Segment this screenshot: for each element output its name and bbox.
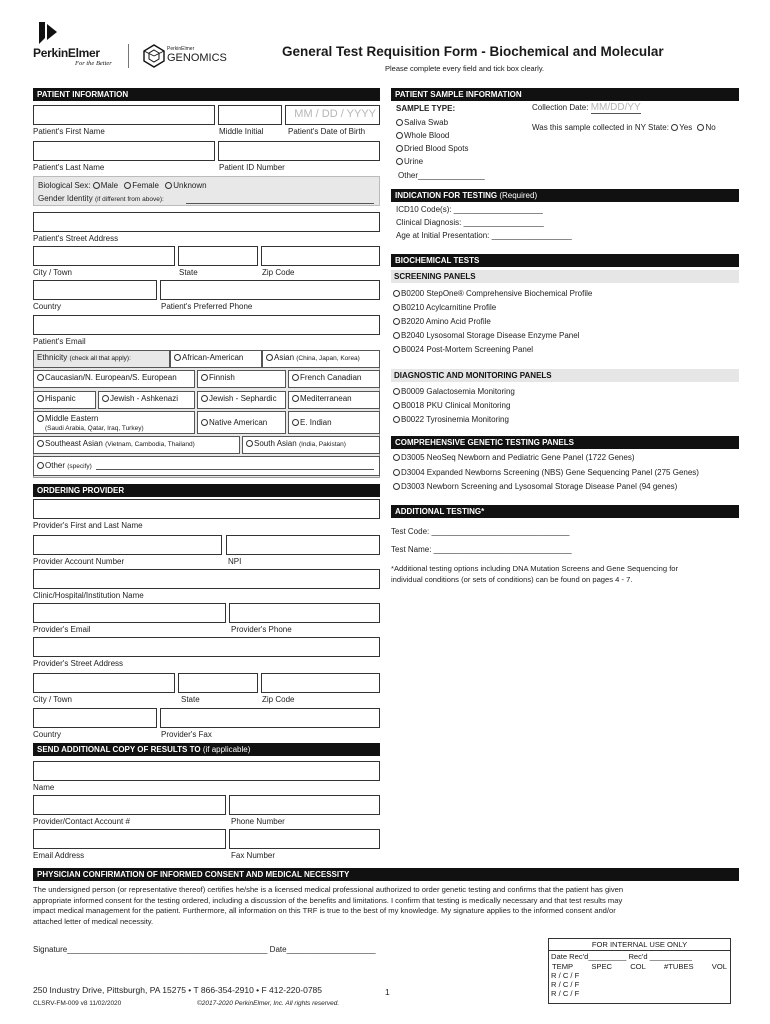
clinical-diagnosis-field[interactable]: Clinical Diagnosis: __________________ <box>396 218 544 227</box>
patient-city-input[interactable] <box>33 246 175 266</box>
ethnicity-header-cell: Ethnicity (check all that apply): <box>33 350 170 368</box>
radio-icon[interactable] <box>292 419 299 426</box>
logo-divider <box>128 44 129 68</box>
radio-icon[interactable] <box>396 132 403 139</box>
radio-icon[interactable] <box>393 388 400 395</box>
copyright: ©2017-2020 PerkinElmer, Inc. All rights reserved. <box>197 1000 340 1007</box>
copy-fax-input[interactable] <box>229 829 380 849</box>
screening-option[interactable]: B0200 StepOne® Comprehensive Biochemical Profile <box>393 289 592 298</box>
patient-country-input[interactable] <box>33 280 157 300</box>
radio-icon[interactable] <box>124 182 131 189</box>
logo-wordmark: PerkinElmer <box>33 46 100 60</box>
genomics-logo <box>142 44 232 70</box>
ethnicity-native-option[interactable]: Native American <box>197 411 286 434</box>
patient-country-label: Country <box>33 302 62 311</box>
form-subtitle: Please complete every field and tick box clearly. <box>385 64 545 73</box>
patient-middle-initial-label: Middle Initial <box>219 127 264 136</box>
indication-heading: INDICATION FOR TESTING (Required) <box>391 189 739 202</box>
copy-account-input[interactable] <box>33 795 226 815</box>
provider-country-input[interactable] <box>33 708 157 728</box>
internal-use-box <box>548 938 731 1004</box>
ny-state-row <box>532 123 716 132</box>
ny-no-option[interactable]: No <box>697 123 715 132</box>
sex-unknown-option[interactable]: Unknown <box>165 181 206 190</box>
radio-icon[interactable] <box>396 145 403 152</box>
bio-sex-label: Biological Sex: <box>38 181 91 190</box>
radio-icon[interactable] <box>37 462 44 469</box>
provider-npi-input[interactable] <box>226 535 380 555</box>
patient-id-label: Patient ID Number <box>219 163 285 172</box>
genomics-small-label: PerkinElmer <box>167 46 195 52</box>
patient-phone-label: Patient's Preferred Phone <box>161 302 253 311</box>
copy-account-label: Provider/Contact Account # <box>33 817 130 826</box>
screening-option[interactable]: B2040 Lysosomal Storage Disease Enzyme Panel <box>393 331 579 340</box>
ethnicity-finnish-option[interactable]: Finnish <box>197 370 286 388</box>
radio-icon[interactable] <box>393 454 400 461</box>
copy-phone-input[interactable] <box>229 795 380 815</box>
genetic-option[interactable]: D3003 Newborn Screening and Lysosomal Storage Disease Panel (94 genes) <box>393 482 677 491</box>
copy-phone-label: Phone Number <box>231 817 285 826</box>
form-title: General Test Requisition Form - Biochemical and Molecular <box>282 44 664 59</box>
additional-testing-heading: ADDITIONAL TESTING* <box>391 505 739 518</box>
genetic-option[interactable]: D3004 Expanded Newborns Screening (NBS) Gene Sequencing Panel (275 Genes) <box>393 468 699 477</box>
provider-fax-input[interactable] <box>160 708 380 728</box>
internal-row: R / C / F <box>551 989 580 998</box>
radio-icon[interactable] <box>393 483 400 490</box>
ethnicity-hispanic-option[interactable]: Hispanic <box>33 391 96 409</box>
radio-icon[interactable] <box>102 395 109 402</box>
provider-account-input[interactable] <box>33 535 222 555</box>
diagnostic-option[interactable]: B0018 PKU Clinical Monitoring <box>393 401 510 410</box>
provider-zip-label: Zip Code <box>262 695 295 704</box>
radio-icon[interactable] <box>393 332 400 339</box>
ny-state-label: Was this sample collected in NY State: <box>532 123 669 132</box>
logo-tagline: For the Better <box>75 60 112 67</box>
radio-icon[interactable] <box>93 182 100 189</box>
biological-sex-row <box>38 181 207 190</box>
patient-state-label: State <box>179 268 198 277</box>
radio-icon[interactable] <box>37 440 44 447</box>
form-id: CLSRV-FM-009 v8 11/02/2020 <box>33 1000 122 1007</box>
ethnicity-e-indian-option[interactable]: E. Indian <box>288 411 380 434</box>
patient-dob-label: Patient's Date of Birth <box>288 127 366 136</box>
sample-type-dbs[interactable]: Dried Blood Spots <box>396 144 468 153</box>
ordering-provider-heading: ORDERING PROVIDER <box>33 484 380 497</box>
patient-id-input[interactable] <box>218 141 380 161</box>
provider-name-label: Provider's First and Last Name <box>33 521 143 530</box>
provider-email-input[interactable] <box>33 603 226 623</box>
age-presentation-field[interactable]: Age at Initial Presentation: __________________ <box>396 231 572 240</box>
perkinelmer-logo-mark <box>37 22 59 46</box>
additional-testing-note: *Additional testing options including DNA Mutation Screens and Gene Sequencing for individual conditions (or sets of conditions) can be found on pages 4 - 7. <box>391 564 679 584</box>
genomics-logo-icon <box>142 44 166 68</box>
ethnicity-mediterranean-option[interactable]: Mediterranean <box>288 391 380 409</box>
radio-icon[interactable] <box>37 374 44 381</box>
provider-zip-input[interactable] <box>261 673 380 693</box>
radio-icon[interactable] <box>393 318 400 325</box>
biochemical-tests-heading: BIOCHEMICAL TESTS <box>391 254 739 267</box>
patient-email-input[interactable] <box>33 315 380 335</box>
sample-type-label: SAMPLE TYPE: <box>396 104 456 113</box>
provider-city-label: City / Town <box>33 695 72 704</box>
provider-state-input[interactable] <box>178 673 258 693</box>
radio-icon[interactable] <box>201 395 208 402</box>
internal-row: R / C / F <box>551 971 580 980</box>
radio-icon[interactable] <box>246 440 253 447</box>
ethnicity-sephardic-option[interactable]: Jewish - Sephardic <box>197 391 286 409</box>
screening-option[interactable]: B2020 Amino Acid Profile <box>393 317 491 326</box>
internal-row: R / C / F <box>551 980 580 989</box>
patient-street-input[interactable] <box>33 212 380 232</box>
diagnostic-option[interactable]: B0022 Tyrosinemia Monitoring <box>393 415 509 424</box>
sex-male-option[interactable]: Male <box>93 181 118 190</box>
copy-name-label: Name <box>33 783 55 792</box>
radio-icon[interactable] <box>671 124 678 131</box>
copy-email-input[interactable] <box>33 829 226 849</box>
radio-icon[interactable] <box>201 374 208 381</box>
test-code-field[interactable]: Test Code: _______________________________ <box>391 527 570 536</box>
provider-state-label: State <box>181 695 200 704</box>
radio-icon[interactable] <box>266 354 273 361</box>
patient-dob-input[interactable] <box>285 105 380 125</box>
patient-first-name-label: Patient's First Name <box>33 127 105 136</box>
radio-icon[interactable] <box>393 346 400 353</box>
ethnicity-se-asian-option[interactable]: Southeast Asian (Vietnam, Cambodia, Thailand) <box>33 436 240 454</box>
gender-note: (if different from above): <box>94 196 164 203</box>
ethnicity-african-option[interactable]: African-American <box>170 350 262 368</box>
radio-icon[interactable] <box>37 395 44 402</box>
signature-date-line[interactable]: Signature_____________________________________________ Date____________________ <box>33 945 376 954</box>
page-number: 1 <box>385 987 390 997</box>
internal-date-recd: Date Rec'd_________ Rec'd __________ <box>551 952 692 961</box>
provider-email-label: Provider's Email <box>33 625 91 634</box>
patient-last-name-label: Patient's Last Name <box>33 163 105 172</box>
icd10-field[interactable]: ICD10 Code(s): ____________________ <box>396 205 543 214</box>
radio-icon[interactable] <box>37 415 44 422</box>
provider-phone-input[interactable] <box>229 603 380 623</box>
sample-type-urine[interactable]: Urine <box>396 157 423 166</box>
radio-icon[interactable] <box>697 124 704 131</box>
collection-date-label: Collection Date: <box>532 103 589 112</box>
provider-city-input[interactable] <box>33 673 175 693</box>
radio-icon[interactable] <box>174 354 181 361</box>
diagnostic-option[interactable]: B0009 Galactosemia Monitoring <box>393 387 515 396</box>
internal-columns: TEMP SPEC COL #TUBES VOL <box>552 962 727 971</box>
patient-city-label: City / Town <box>33 268 72 277</box>
radio-icon[interactable] <box>201 419 208 426</box>
sex-female-option[interactable]: Female <box>124 181 159 190</box>
radio-icon[interactable] <box>393 290 400 297</box>
provider-clinic-label: Clinic/Hospital/Institution Name <box>33 591 144 600</box>
provider-street-input[interactable] <box>33 637 380 657</box>
ethnicity-french-option[interactable]: French Canadian <box>288 370 380 388</box>
radio-icon[interactable] <box>393 469 400 476</box>
dob-placeholder: MM / DD / YYYY <box>294 108 376 120</box>
patient-email-label: Patient's Email <box>33 337 86 346</box>
perkinelmer-logo <box>33 22 123 68</box>
radio-icon[interactable] <box>165 182 172 189</box>
copy-email-label: Email Address <box>33 851 85 860</box>
ethnicity-s-asian-option[interactable]: South Asian (India, Pakistan) <box>242 436 380 454</box>
provider-street-label: Provider's Street Address <box>33 659 124 668</box>
provider-country-label: Country <box>33 730 62 739</box>
consent-text: The undersigned person (or representative thereof) certifies he/she is a licensed medical professional authorized to order genetic testing and confirms that the patient has given appropriate informed consent for the testing ordered, including a discussion of the benefits and limitations. I confirm that testing is medically necessary and that test results may impact medical management for the patient. Furthermore, all information on this TRF is true to the best of my knowledge. My signature applies to the informed consent and/or attached letter of medical necessity. <box>33 885 624 926</box>
test-name-field[interactable]: Test Name: _______________________________ <box>391 545 572 554</box>
patient-last-name-input[interactable] <box>33 141 215 161</box>
copy-name-input[interactable] <box>33 761 380 781</box>
genomics-name: GENOMICS <box>167 52 227 64</box>
sample-type-whole-blood[interactable]: Whole Blood <box>396 131 449 140</box>
patient-info-heading: PATIENT INFORMATION <box>33 88 380 101</box>
radio-icon[interactable] <box>393 402 400 409</box>
internal-use-heading: FOR INTERNAL USE ONLY <box>549 939 730 951</box>
copy-fax-label: Fax Number <box>231 851 276 860</box>
patient-state-input[interactable] <box>178 246 258 266</box>
sample-type-other[interactable]: Other_______________ <box>398 171 485 180</box>
ethnicity-other-line[interactable] <box>96 469 374 470</box>
radio-icon[interactable] <box>393 416 400 423</box>
collection-date-input[interactable]: MM/DD/YY <box>590 102 641 113</box>
radio-icon[interactable] <box>396 119 403 126</box>
provider-npi-label: NPI <box>228 557 242 566</box>
sample-type-saliva[interactable]: Saliva Swab <box>396 118 448 127</box>
patient-zip-label: Zip Code <box>262 268 295 277</box>
gender-identity-row <box>38 194 164 203</box>
screening-option[interactable]: B0210 Acylcarnitine Profile <box>393 303 496 312</box>
provider-account-label: Provider Account Number <box>33 557 125 566</box>
screening-option[interactable]: B0024 Post-Mortem Screening Panel <box>393 345 533 354</box>
provider-phone-label: Provider's Phone <box>231 625 292 634</box>
patient-phone-input[interactable] <box>160 280 380 300</box>
diagnostic-panels-heading: DIAGNOSTIC AND MONITORING PANELS <box>391 369 739 382</box>
radio-icon[interactable] <box>292 395 299 402</box>
patient-middle-initial-input[interactable] <box>218 105 282 125</box>
patient-zip-input[interactable] <box>261 246 380 266</box>
radio-icon[interactable] <box>396 158 403 165</box>
gender-identity-line[interactable] <box>186 203 374 204</box>
ethnicity-caucasian-option[interactable]: Caucasian/N. European/S. European <box>33 370 195 388</box>
genetic-panels-heading: COMPREHENSIVE GENETIC TESTING PANELS <box>391 436 739 449</box>
patient-street-label: Patient's Street Address <box>33 234 119 243</box>
collection-date-row <box>532 102 641 113</box>
sample-info-heading: PATIENT SAMPLE INFORMATION <box>391 88 739 101</box>
radio-icon[interactable] <box>393 304 400 311</box>
footer-address: 250 Industry Drive, Pittsburgh, PA 15275 • T 866-354-2910 • F 412-220-0785 <box>33 985 322 995</box>
consent-heading: PHYSICIAN CONFIRMATION OF INFORMED CONSENT AND MEDICAL NECESSITY <box>33 868 739 881</box>
ny-yes-option[interactable]: Yes <box>671 123 692 132</box>
ethnicity-asian-option[interactable]: Asian (China, Japan, Korea) <box>262 350 380 368</box>
patient-first-name-input[interactable] <box>33 105 215 125</box>
provider-name-input[interactable] <box>33 499 380 519</box>
gender-label: Gender Identity <box>38 194 93 203</box>
genetic-option[interactable]: D3005 NeoSeq Newborn and Pediatric Gene Panel (1722 Genes) <box>393 453 634 462</box>
ethnicity-ashkenazi-option[interactable]: Jewish - Ashkenazi <box>98 391 195 409</box>
provider-clinic-input[interactable] <box>33 569 380 589</box>
screening-panels-heading: SCREENING PANELS <box>391 270 739 283</box>
radio-icon[interactable] <box>292 374 299 381</box>
additional-copy-heading: SEND ADDITIONAL COPY OF RESULTS TO (if applicable) <box>33 743 380 756</box>
provider-fax-label: Provider's Fax <box>161 730 212 739</box>
ethnicity-middle-eastern-option[interactable]: Middle Eastern (Saudi Arabia, Qatar, Iraq, Turkey) <box>33 411 195 434</box>
ethnicity-other-option[interactable]: Other (specify) <box>33 456 380 476</box>
